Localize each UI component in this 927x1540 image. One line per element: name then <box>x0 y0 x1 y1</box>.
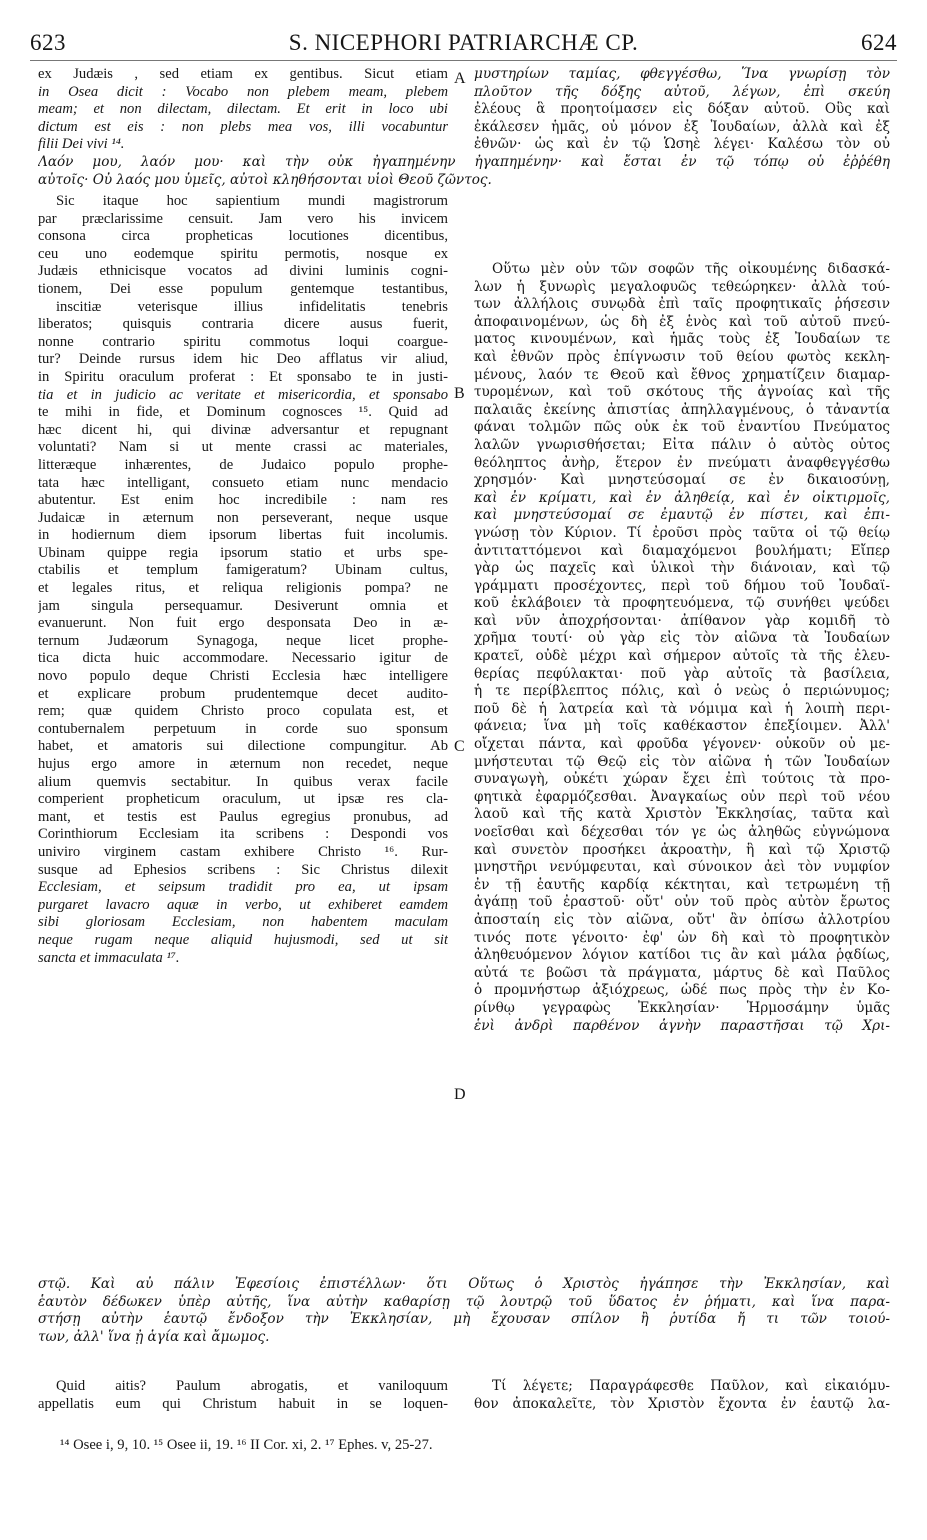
text-line: πλοῦτον τῆς δόξης αὐτοῦ, λέγων, ἐπὶ σκεύη <box>474 83 890 100</box>
text-line: γράμματι προσέχοντες, περὶ τοῦ δήμου τοῦ Ἰουδαϊ- <box>474 577 890 594</box>
text-line: μνηστῆρι νενύμφευται, καὶ σύνοικον ἀεὶ τὸν νυμφίον <box>474 859 890 876</box>
text-line: Οὕτω μὲν οὖν τῶν σοφῶν τῆς οἰκουμένης διδασκά- <box>492 261 890 277</box>
text-line: ἐθνῶν· ὡς καὶ ἐν τῷ Ὡσηὲ λέγει· Καλέσω τὸν οὐ <box>474 136 890 153</box>
text-line: meam; et non dilectam, dilectam. Et erit in loco ubi <box>38 101 448 118</box>
running-title: S. NICEPHORI PATRIARCHÆ CP. <box>288 30 639 55</box>
text-line: ceu uno eodemque spiritu permotis, nosque ex <box>38 245 448 262</box>
text-line: γὰρ ὡς παχεῖς καὶ ὑλικοὶ τὴν διάνοιαν, καὶ τῷ <box>474 560 890 577</box>
text-line: ἑαυτὸν δέδωκεν ὑπὲρ αὐτῆς, ἵνα αὐτὴν καθαρίσῃ τῷ λουτρῷ τοῦ ὕδατος ἐν ῥήματι, καὶ ἵνα παρα- <box>38 1293 890 1310</box>
text-line: Quid aitis? Paulum abrogatis, et vaniloquum <box>56 1378 448 1394</box>
text-line: τινός ποτε γένοιτο· ἐφ' ὧν δὴ καὶ τὸ προφητικὸν <box>474 929 890 946</box>
text-line: contubernalem perpetuum in corde suo sponsum <box>38 720 448 737</box>
text-line: στῷ. Καὶ αὖ πάλιν Ἐφεσίοις ἐπιστέλλων· ὅτι Οὕτως ὁ Χριστὸς ἠγάπησε τὴν Ἐκκλησίαν, καὶ <box>38 1276 890 1292</box>
text-line: ἡ τε περίβλεπτος πόλις, καὶ ὁ νεὼς ὁ περιώνυμος; <box>474 683 890 700</box>
text-line: te mihi in fide, et Dominum cognosces ¹⁵. Quid ad <box>38 404 448 421</box>
text-line: filii Dei vivi ¹⁴. <box>38 136 125 153</box>
text-line: Judaicæ in æternum non perseverant, neque usque <box>38 509 448 526</box>
text-line: συναγωγὴ, οὐκέτι χώραν ἔχει ἐπὶ τούτοις τὰ προ- <box>474 771 890 788</box>
text-line: λαλῶν γνωρισθήσεται; Εἶτα πάλιν ὁ αὐτὸς οὗτος <box>474 436 890 453</box>
text-line: κοῦ ἐκλάβοιεν τὰ προφητευόμενα, τῷ συνήθει ψεύδει <box>474 595 890 612</box>
text-line: purgaret lavacro aquæ in verbo, ut exhiberet eamdem <box>38 896 448 913</box>
text-line: φάναι τολμῶν πῶς οὐκ ἐκ τοῦ ἐναντίου Πνεύματος <box>474 419 890 436</box>
text-line: κρατεῖ, οὐδὲ μέχρι καὶ σήμερον αὐτοῖς τὰ τῆς ἐλευ- <box>474 648 890 665</box>
text-line: Corinthiorum Ecclesiam ita scribens : Despondi vos <box>38 826 448 843</box>
greek-quote-span-2 <box>38 1276 890 1346</box>
text-line: univiro virginem castam exhibere Christo ¹⁶. Rur- <box>38 843 448 860</box>
text-line: litteræque inhærentes, de Judaico populo prophe- <box>38 456 448 473</box>
text-line: θερίας πεφύλακται· ποῦ γὰρ αὐτοῖς τὰ βασίλεια, <box>474 665 890 682</box>
text-line: λαοῦ καὶ τῆς κατὰ Χριστὸν Ἐκκλησίας, ταῦτα καὶ <box>474 806 890 823</box>
text-line: par præclarissime censuit. Jam vero his invicem <box>38 210 448 227</box>
text-line: et explicare probum prudentemque decet audito- <box>38 685 448 702</box>
text-line: Sic itaque hoc sapientium mundi magistrorum <box>56 193 448 209</box>
text-line: sibi gloriosam Ecclesiam, non habentem maculam <box>38 914 448 931</box>
text-line: in hodiernum diem ipsorum libertas fuit incolumis. <box>38 527 448 544</box>
text-line: hæc dicent hi, qui divinæ adversantur et repugnant <box>38 421 448 438</box>
page-number-left: 623 <box>30 30 66 55</box>
text-line: comperient propheticum oraculum, ut ipsæ res cla- <box>38 791 448 808</box>
text-line: abutentur. Est enim hoc incredibile : nam res <box>38 492 448 509</box>
text-line: ποῦ δὲ ἡ λατρεία καὶ τὰ νόμιμα καὶ ἡ λοιπὴ περι- <box>474 700 890 717</box>
text-line: ἀληθευόμενον λόγιον κατίδοι τις ἂν καὶ μάλα ῥᾳδίως, <box>474 947 890 964</box>
text-line: Ubinam quippe regia ipsorum statio et urbs spe- <box>38 544 448 561</box>
greek-top-column <box>474 66 890 154</box>
text-line: in Osea dicit : Vocabo non plebem meam, plebem <box>38 83 448 100</box>
text-line: tata hæc intelligant, consueto etiam nunc mendacio <box>38 474 448 491</box>
page-number-right: 624 <box>861 30 897 55</box>
text-line: ἑνὶ ἀνδρὶ παρθένον ἁγνὴν παραστῆσαι τῷ Χρι- <box>474 1017 890 1034</box>
text-line: alium quemvis sectabitur. In quibus verax facile <box>38 773 448 790</box>
text-line: neque rugam neque aliquid hujusmodi, sed ut sit <box>38 931 448 948</box>
text-line: in Spiritu oraculum proferat : Et sponsabo te in justi- <box>38 368 448 385</box>
text-line: ρίνθῳ γεγραφὼς Ἐκκλησίαν· Ἡρμοσάμην ὑμᾶς <box>474 999 890 1016</box>
text-line: μένους, λαόν τε Θεοῦ καὶ ἔθνος χρηματίζειν διαμαρ- <box>474 366 890 383</box>
text-line: novo populo deque Christi Ecclesia hæc intelligere <box>38 668 448 685</box>
text-line: θον ἀποκαλεῖτε, τὸν Χριστὸν ἔχοντα ἐν ἑαυτῷ λα- <box>474 1395 890 1412</box>
greek-main-column <box>474 261 890 1035</box>
text-line: habet, et amatoris sui dilectione compungitur. Ab <box>38 738 448 755</box>
greek-bottom-column <box>474 1378 890 1413</box>
text-line: γνώσῃ τὸν Κύριον. Τί ἐροῦσι πρὸς ταῦτα οἱ τῷ θείῳ <box>474 524 890 541</box>
text-line: evanuerunt. Non fuit ergo desponsata Deo in æ- <box>38 615 448 632</box>
text-line: ἐν τῇ ἑαυτῆς καρδίᾳ κέκτηται, καὶ τετρωμένη τῇ <box>474 876 890 893</box>
text-line: τυρομένων, καὶ τοῦ σκότους τῆς ἀγνοίας καὶ τῆς <box>474 384 890 401</box>
text-line: παλαιᾶς ἐκείνης ἀπιστίας ἀπηλλαγμένους, ὁ τἀναντία <box>474 401 890 418</box>
text-line: καὶ μνηστεύσομαί σε ἐμαυτῷ ἐν πίστει, καὶ ἐπι- <box>474 507 890 524</box>
text-line: καὶ ἐθνῶν πρὸς ἐπίγνωσιν τοῦ θείου φωτὸς κεκλη- <box>474 348 890 365</box>
text-line: ctabilis et templum famigeratum? Ubinam cultus, <box>38 562 448 579</box>
text-line: ὁ προμνήστωρ ἀξιόχρεως, ὧδέ πως πρὸς τὴν ἐν Κο- <box>474 982 890 999</box>
text-line: καὶ ἐν κρίματι, καὶ ἐν ἀληθείᾳ, καὶ ἐν οἰκτιρμοῖς, <box>474 489 890 506</box>
text-line: Judæis ethnicisque vocatos ad divini luminis cogni- <box>38 263 448 280</box>
text-line: ἀγάπῃ τοῦ ἐραστοῦ· οὔτ' οὖν τοῦ πρὸς αὐτὸν ἔρωτος <box>474 894 890 911</box>
text-line: των ἀλλήλοις συνῳδὰ ἐπὶ ταῖς προφητικαῖς ῥήσεσιν <box>474 296 890 313</box>
latin-top-column <box>38 66 448 154</box>
text-line: ἀποφαινομένων, ὡς δὴ ἐξ ἑνὸς καὶ τοῦ αὐτοῦ πνεύ- <box>474 313 890 330</box>
text-line: ἐλέους ἃ προητοίμασεν εἰς δόξαν αὐτοῦ. Οὓς καὶ <box>474 101 890 118</box>
text-line: liberatos; quisquis contraria dicere ausus fuerit, <box>38 316 448 333</box>
text-line: ex Judæis , sed etiam ex gentibus. Sicut etiam <box>38 66 448 82</box>
text-line: Τί λέγετε; Παραγράφεσθε Παῦλον, καὶ εἰκαιόμυ- <box>492 1378 890 1394</box>
text-line: sancta et immaculata ¹⁷. <box>38 949 180 966</box>
text-line: φητικὰ ἐφαρμόζεσθαι. Ἀναγκαίως οὖν περὶ τοῦ νέου <box>474 788 890 805</box>
text-line: νοεῖσθαι καὶ δέχεσθαι τόν γε ὡς ἀληθῶς εὐγνώμονα <box>474 824 890 840</box>
text-line: ἀντιταττόμενοι καὶ διαμαχόμενοι βουλήματι; Εἴπερ <box>474 542 890 559</box>
text-line: nonne contrario spiritu commotus loqui coargue- <box>38 333 448 350</box>
text-line: hujus ergo amore in æternum non recedet, neque <box>38 756 448 772</box>
running-header <box>30 30 897 58</box>
text-line: tia et in judicio ac veritate et misericordia, et sponsabo <box>38 386 448 403</box>
text-line: θεόληπτος ἀνὴρ, ἕτερον ἐν πνεύματι ἀναφθεγγέσθω <box>474 454 890 471</box>
text-line: στήσῃ αὐτὴν ἑαυτῷ ἔνδοξον τὴν Ἐκκλησίαν, μὴ ἔχουσαν σπίλον ἢ ῥυτίδα ἤ τι τῶν τοιού- <box>38 1311 890 1328</box>
latin-main-column <box>38 193 448 967</box>
text-line: καὶ συνετὸν προσήκει ἀκροατὴν, ἣ καὶ τῷ Χριστῷ <box>474 841 890 858</box>
header-rule <box>30 60 897 61</box>
margin-letter-d: D <box>454 1086 466 1103</box>
text-line: mant, et testis est Paulus egregius pronubus, ad <box>38 808 448 825</box>
text-line: tica dicta huic accommodare. Necessario igitur de <box>38 650 448 667</box>
text-line: φάνεια; ἵνα μὴ τοῖς καθέκαστον ἐπεξίοιμεν. Ἀλλ' <box>474 718 890 735</box>
text-line: αὐτοῖς· Οὐ λαός μου ὑμεῖς, αὐτοὶ κληθήσονται υἱοὶ Θεοῦ ζῶντος. <box>38 171 492 188</box>
text-line: Λαόν μου, λαόν μου· καὶ τὴν οὐκ ἠγαπημένην ἠγαπημένην· καὶ ἔσται ἐν τῷ τόπῳ οὗ ἐῤῥέθη <box>38 154 890 170</box>
latin-bottom-column <box>38 1378 448 1413</box>
text-line: των, ἀλλ' ἵνα ᾖ ἁγία καὶ ἄμωμος. <box>38 1328 270 1345</box>
text-line: μυστηρίων ταμίας, φθεγγέσθω, Ἵνα γνωρίσῃ τὸν <box>474 66 890 82</box>
margin-letter-b: B <box>454 385 465 402</box>
text-line: tionem, Dei esse populum gentemque testantibus, <box>38 280 448 297</box>
text-line: ματος κινουμένων, καὶ ἡμᾶς τοὺς ἐξ Ἰουδαίων τε <box>474 331 890 348</box>
text-line: αὐτά τε βοῶσι τὰ πράγματα, μάρτυς δὲ καὶ Παῦλος <box>474 964 890 981</box>
text-line: χρησμόν· Καὶ μνηστεύσομαί σε ἐν δικαιοσύνῃ, <box>474 472 890 489</box>
text-line: dictum est eis : non plebs mea vos, illi vocabuntur <box>38 118 448 135</box>
text-line: voluntati? Nam si ut mente crassi ac materiales, <box>38 439 448 456</box>
text-line: rem; quæ quidem Christo proco copulata est, et <box>38 703 448 720</box>
margin-letter-c: C <box>454 738 465 755</box>
text-line: ternum Judæorum Synagoga, neque licet prophe- <box>38 632 448 649</box>
text-line: inscitiæ veterisque illius infidelitatis tenebris <box>56 298 448 315</box>
text-line: χρῆμα τουτί· οὐ γὰρ εἰς τὸν αἰῶνα τὰ Ἰουδαίων <box>474 630 890 647</box>
text-line: et legales ritus, et reliqua religionis pompa? ne <box>38 580 448 597</box>
text-line: οἴχεται πάντα, καὶ φροῦδα γέγονεν· οὐκοῦν οὐ με- <box>474 736 890 753</box>
text-line: καὶ νῦν ἀποχρήσονται· ἀπίθανον γὰρ κομιδῆ τὸ <box>474 612 890 629</box>
text-line: jam singula persequamur. Desiverunt omnia et <box>38 597 448 614</box>
text-line: ἀποσταίη εἰς τὸν αἰῶνα, οὔτ' ἂν ὀπίσω ἀλλοτρίου <box>474 911 890 928</box>
text-line: ἐκάλεσεν ἡμᾶς, οὐ μόνον ἐξ Ἰουδαίων, ἀλλὰ καὶ ἐξ <box>474 118 890 135</box>
text-line: appellatis eum qui Christum habuit in se loquen- <box>38 1395 448 1412</box>
text-line: λων ἡ ξυνωρὶς μεγαλοφυῶς τεθεώρηκεν· ἀλλὰ τού- <box>474 278 890 295</box>
text-line: tur? Deinde rursus idem hic Deo afflatus vir aliud, <box>38 351 448 368</box>
footnotes: ¹⁴ Osee i, 9, 10. ¹⁵ Osee ii, 19. ¹⁶ II Cor. xi, 2. ¹⁷ Ephes. v, 25-27. <box>60 1437 433 1453</box>
text-line: Ecclesiam, et seipsum tradidit pro ea, ut ipsam <box>38 879 448 896</box>
text-line: μνήστευται τῷ Θεῷ εἰς τὸν αἰῶνα ἡ τῶν Ἰουδαίων <box>474 753 890 770</box>
text-line: susque ad Ephesios scribens : Sic Christus dilexit <box>38 861 448 878</box>
margin-letter-a: A <box>454 70 466 87</box>
text-line: consona circa propheticas locutiones dicentibus, <box>38 228 448 245</box>
greek-quote-span-1 <box>38 154 890 189</box>
